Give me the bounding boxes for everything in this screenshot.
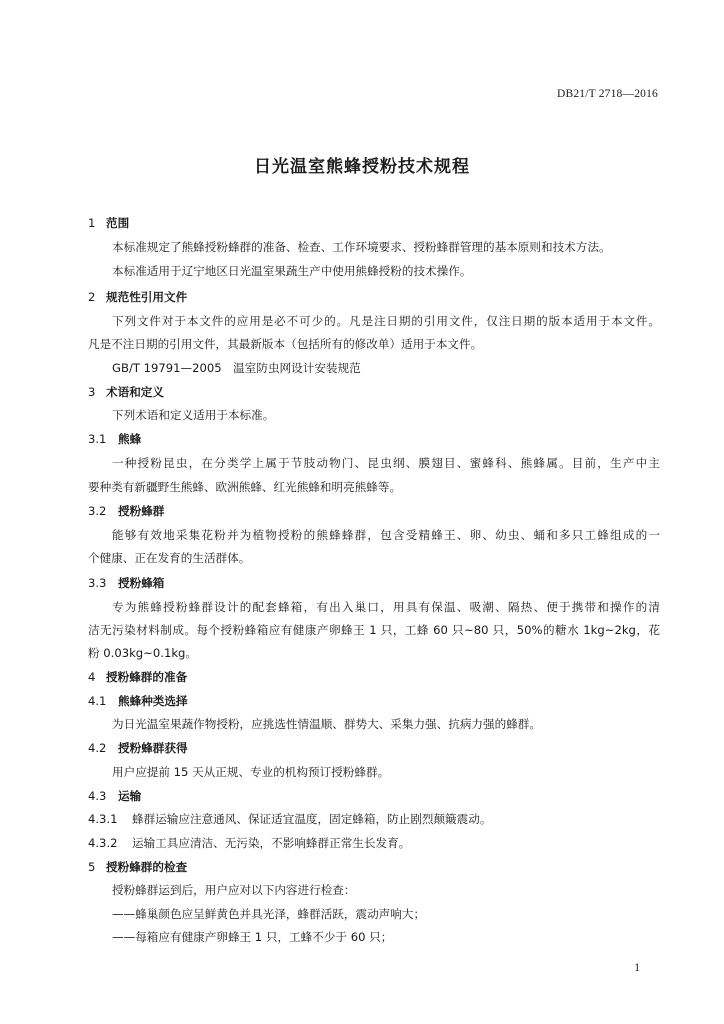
normative-reference: GB/T 19791—2005 温室防虫网设计安装规范: [112, 361, 361, 375]
clause-4-1-heading: [88, 694, 660, 708]
clause-number: 4.2: [88, 741, 107, 755]
section-number: 3: [88, 385, 96, 399]
paragraph: 本标准规定了熊蜂授粉蜂群的准备、检查、工作环境要求、授粉蜂群管理的基本原则和技术方法。: [112, 240, 611, 254]
page-number: 1: [634, 962, 640, 974]
term-title: 授粉蜂箱: [118, 576, 165, 590]
dash-list-item: ——每箱应有健康产卵蜂王 1 只，工蜂不少于 60 只；: [112, 930, 393, 944]
section-2-heading: [88, 290, 660, 304]
section-title: 规范性引用文件: [106, 290, 188, 304]
paragraph: 下列术语和定义适用于本标准。: [112, 408, 275, 422]
document-code: DB21/T 2718—2016: [556, 88, 658, 100]
clause-title: 熊蜂种类选择: [118, 694, 188, 708]
term-3-3-heading: [88, 576, 660, 590]
paragraph-continuation: 个健康、正在发育的生活群体。: [88, 551, 251, 565]
dash-list-item: ——蜂巢颜色应呈鲜黄色并具光泽，蜂群活跃，震动声响大；: [112, 907, 426, 921]
section-title: 授粉蜂群的检查: [106, 860, 188, 874]
paragraph: 为日光温室果蔬作物授粉，应挑选性情温顺、群势大、采集力强、抗病力强的蜂群。: [112, 717, 541, 731]
clause-title: 授粉蜂群获得: [118, 741, 188, 755]
clause-number: 4.3: [88, 789, 107, 803]
term-title: 授粉蜂群: [118, 504, 165, 518]
section-number: 5: [88, 860, 96, 874]
section-3-heading: [88, 385, 660, 399]
paragraph: 一种授粉昆虫，在分类学上属于节肢动物门、昆虫纲、膜翅目、蜜蜂科、熊蜂属。目前，生产中主: [112, 456, 660, 470]
paragraph-continuation: 要种类有新疆野生熊蜂、欧洲熊蜂、红光熊蜂和明亮熊蜂等。: [88, 480, 402, 494]
clause-number: 3.3: [88, 576, 107, 590]
subclause-4-3-2: [88, 836, 660, 850]
section-title: 范围: [106, 216, 130, 230]
section-title: 术语和定义: [106, 385, 164, 399]
subclause-text: 蜂群运输应注意通风、保证适宜温度，固定蜂箱，防止剧烈颠簸震动。: [132, 812, 492, 826]
subclause-4-3-1: [88, 812, 660, 826]
document-title: 日光温室熊蜂授粉技术规程: [254, 157, 470, 177]
section-number: 4: [88, 670, 96, 684]
paragraph: 专为熊蜂授粉蜂群设计的配套蜂箱，有出入巢口，用具有保温、吸潮、隔热、便于携带和操作的清: [112, 600, 660, 614]
paragraph-continuation: 洁无污染材料制成。每个授粉蜂箱应有健康产卵蜂王 1 只，工蜂 60 只~80 只，50%的糖水 1kg~2kg，花: [88, 623, 660, 637]
clause-number: 4.1: [88, 694, 107, 708]
subclause-number: 4.3.2: [88, 836, 118, 850]
term-title: 熊蜂: [118, 432, 142, 446]
section-5-heading: [88, 860, 660, 874]
section-number: 1: [88, 216, 96, 230]
paragraph: 用户应提前 15 天从正规、专业的机构预订授粉蜂群。: [112, 765, 390, 779]
subclause-number: 4.3.1: [88, 812, 118, 826]
subclause-text: 运输工具应清洁、无污染，不影响蜂群正常生长发育。: [132, 836, 411, 850]
paragraph: 能够有效地采集花粉并为植物授粉的熊蜂蜂群，包含受精蜂王、卵、幼虫、蛹和多只工蜂组成的一: [112, 528, 660, 542]
paragraph: 授粉蜂群运到后，用户应对以下内容进行检查：: [112, 883, 356, 897]
section-title: 授粉蜂群的准备: [106, 670, 188, 684]
clause-title: 运输: [118, 789, 142, 803]
section-1-heading: [88, 216, 660, 230]
term-3-2-heading: [88, 504, 660, 518]
paragraph-continuation: 粉 0.03kg~0.1kg。: [88, 646, 197, 660]
clause-number: 3.2: [88, 504, 107, 518]
clause-4-2-heading: [88, 741, 660, 755]
paragraph: 下列文件对于本文件的应用是必不可少的。凡是注日期的引用文件，仅注日期的版本适用于本文件。: [112, 314, 660, 328]
clause-number: 3.1: [88, 432, 107, 446]
paragraph-continuation: 凡是不注日期的引用文件，其最新版本（包括所有的修改单）适用于本文件。: [88, 337, 483, 351]
section-number: 2: [88, 290, 96, 304]
clause-4-3-heading: [88, 789, 660, 803]
term-3-1-heading: [88, 432, 660, 446]
paragraph: 本标准适用于辽宁地区日光温室果蔬生产中使用熊蜂授粉的技术操作。: [112, 264, 472, 278]
section-4-heading: [88, 670, 660, 684]
